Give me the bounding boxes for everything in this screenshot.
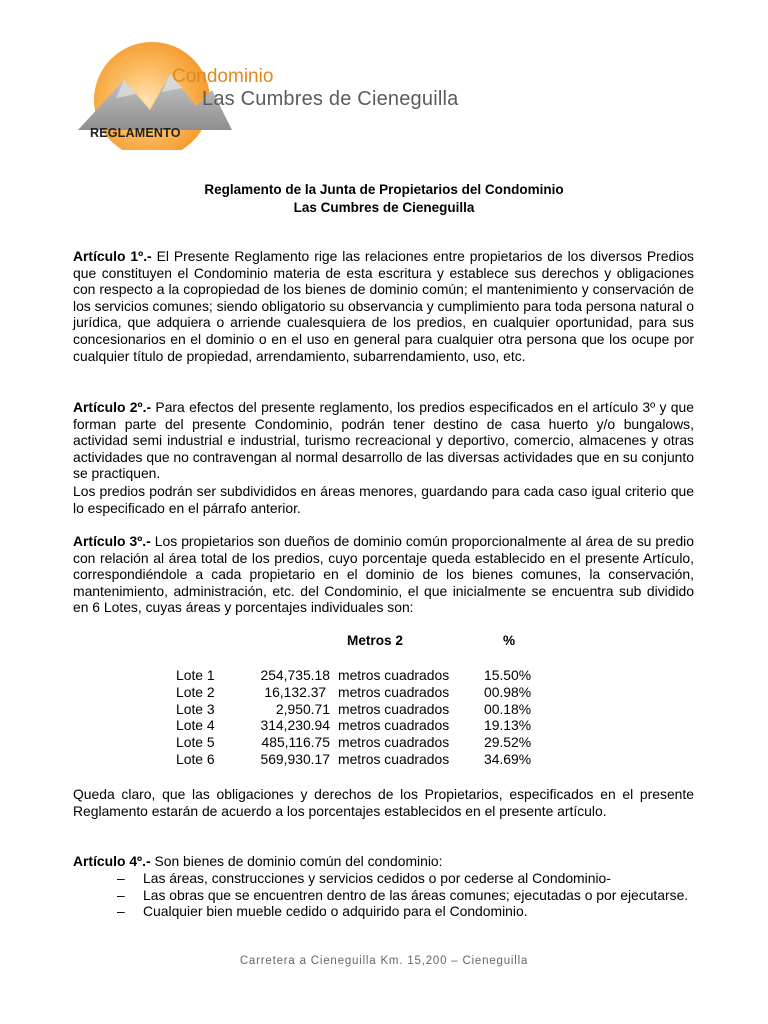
lote-name: Lote 2 [176, 684, 215, 700]
article-1-text: El Presente Reglamento rige las relaciones entre propietarios de los diversos Predios que constituyen el Condominio materia de esta escritura y establece sus derechos y obligaciones con respecto a la copropiedad de los bienes de dominio común; el mantenimiento y conservación de los servicios comunes; siendo obligatorio su observancia y cumplimiento para toda persona natural o jurídica, que adquiera o arriende cualesquiera de los predios, en cualquier oportunidad, para sus concesionarios en el dominio o en el uso en general para cualquier otra persona que los ocupe por cualquier título de propiedad, arrendamiento, subarrendamiento, uso, etc. [73, 248, 694, 364]
lote-unit: metros cuadrados [338, 701, 450, 717]
list-dash: – [117, 870, 125, 886]
logo-subtitle: Las Cumbres de Cieneguilla [202, 88, 459, 110]
lote-name: Lote 6 [176, 751, 215, 767]
table-header-percent: % [503, 633, 516, 648]
lote-area: 569,930.17 [260, 751, 330, 767]
lote-unit: metros cuadrados [338, 751, 450, 767]
lote-name: Lote 4 [176, 717, 215, 733]
lote-unit: metros cuadrados [338, 667, 450, 683]
list-item-text: Las obras que se encuentren dentro de las áreas comunes; ejecutadas o por ejecutarse. [143, 886, 689, 903]
list-item-text: Cualquier bien mueble cedido o adquirido para el Condominio. [143, 903, 528, 920]
article-2-text: Para efectos del presente reglamento, los predios especificados en el artículo 3º y que forman parte del presente Condominio, podrán tener destino de casa huerto y/o bungalows, actividad semi industrial e industrial, turismo recreacional y deportivo, comercio, almacenes y otras actividades que no contravengan al normal desarrollo de las diversas actividades que en su conjunto se practiquen. [73, 399, 694, 482]
lote-area: 485,116.75 [261, 734, 330, 750]
article-2-paragraph-2: Los predios podrán ser subdivididos en áreas menores, guardando para cada caso igual criterio que lo especificado en el párrafo anterior. [73, 483, 694, 516]
lote-name: Lote 1 [176, 667, 215, 683]
lote-area: 314,230.94 [260, 717, 330, 733]
lote-area: 2,950.71 [275, 701, 330, 717]
lote-area: 254,735.18 [260, 667, 330, 683]
article-3-text: Los propietarios son dueños de dominio común proporcionalmente al área de su predio con relación al área total de los predios, cuyo porcentaje queda establecido en el presente Artículo, correspondiéndole a cada propietario en el dominio de los bienes comunes, la conservación, mantenimiento, administración, etc. del Condominio, el que inicialmente se encuentra sub dividido en 6 Lotes, cuyas áreas y porcentajes individuales son: [73, 533, 694, 616]
article-4-text: Son bienes de dominio común del condominio: [150, 853, 443, 869]
lote-name: Lote 5 [176, 734, 215, 750]
article-4 [73, 853, 694, 870]
article-2 [73, 399, 694, 482]
lote-name: Lote 3 [176, 701, 215, 717]
list-item [117, 870, 694, 887]
article-1 [73, 248, 694, 364]
list-item [117, 903, 694, 920]
article-4-list [117, 870, 694, 920]
article-2-label: Artículo 2º.- [73, 399, 152, 415]
lote-unit: metros cuadrados [338, 684, 450, 700]
lote-unit: metros cuadrados [338, 734, 450, 750]
article-1-label: Artículo 1º.- [73, 248, 152, 264]
page-footer: Carretera a Cieneguilla Km. 15,200 – Cieneguilla [239, 955, 529, 967]
table-header-area: Metros 2 [347, 633, 403, 648]
document-title-line2: Las Cumbres de Cieneguilla [293, 200, 475, 215]
article-3-closing: Queda claro, que las obligaciones y derechos de los Propietarios, especificados en el presente Reglamento estarán de acuerdo a los porcentajes establecidos en el presente artículo. [73, 786, 694, 819]
list-dash: – [117, 886, 125, 903]
lote-area: 16,132.37 [264, 684, 330, 700]
lote-percent: 00.18% [484, 701, 532, 717]
logo-brand: Condominio [172, 66, 274, 87]
list-item-text: Las áreas, construcciones y servicios cedidos o por cederse al Condominio- [143, 870, 611, 886]
list-item [117, 887, 694, 904]
article-3 [73, 533, 694, 616]
document-title-line1: Reglamento de la Junta de Propietarios del Condominio [204, 182, 564, 197]
lote-percent: 15.50% [484, 667, 532, 683]
lote-percent: 34.69% [484, 751, 532, 767]
article-4-label: Artículo 4º.- [73, 853, 151, 869]
lote-percent: 00.98% [484, 684, 532, 700]
lote-unit: metros cuadrados [338, 717, 450, 733]
list-dash: – [117, 903, 125, 920]
article-3-label: Artículo 3º.- [73, 533, 151, 549]
logo [72, 28, 492, 150]
lote-percent: 29.52% [484, 734, 532, 750]
logo-badge: REGLAMENTO [90, 126, 181, 140]
lote-percent: 19.13% [484, 717, 532, 733]
